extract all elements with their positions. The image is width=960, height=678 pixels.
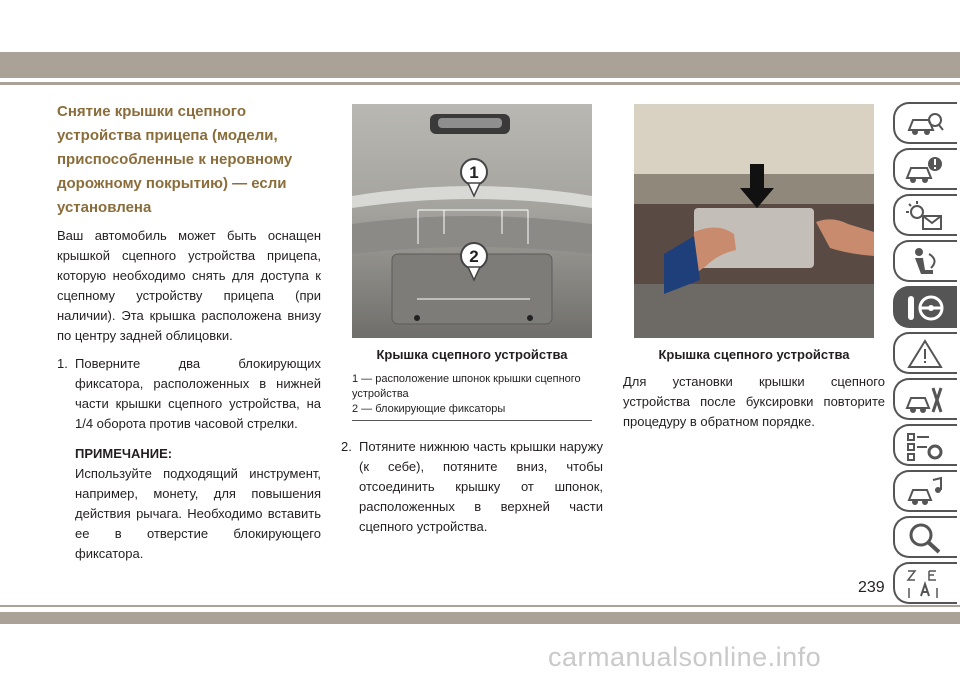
- tab-vehicle-search[interactable]: [893, 102, 957, 144]
- step-2: [341, 437, 603, 537]
- hitch-cover-photo-1: [352, 104, 592, 338]
- step-2-number: 2.: [341, 439, 352, 454]
- tab-servicing[interactable]: [893, 378, 957, 420]
- multimedia-icon: [905, 476, 945, 508]
- figure-1-legend: [352, 372, 592, 421]
- car-tools-icon: [905, 384, 945, 416]
- step-1-number: 1.: [57, 356, 68, 371]
- tab-multimedia[interactable]: [893, 470, 957, 512]
- figure-column-2: [623, 104, 885, 432]
- tab-emergency[interactable]: [893, 332, 957, 374]
- note-title: ПРИМЕЧАНИЕ:: [75, 446, 173, 461]
- tab-vehicle-info[interactable]: [893, 148, 957, 190]
- tab-index-search[interactable]: [893, 516, 957, 558]
- install-paragraph: Для установки крышки сцепного устройства после буксировки повторите процедуру в обратном порядке.: [623, 374, 885, 429]
- page-number: 239: [858, 579, 885, 596]
- airbag-seat-icon: [905, 246, 945, 278]
- bottom-band-line: [0, 605, 960, 607]
- step-2-text: Потяните нижнюю часть крышки наружу (к себе), потяните вниз, чтобы отсоединить крышку от шпонок, расположенных в верхней части сцепного устройства.: [359, 439, 603, 534]
- hands-removing-cover-illustration: [634, 104, 874, 338]
- rear-bumper-illustration: [352, 104, 592, 338]
- vehicle-info-icon: [905, 154, 945, 186]
- top-band: [0, 52, 960, 78]
- legend-item-1: 1 — расположение шпонок крышки сцепного устройства: [352, 373, 581, 400]
- alphabet-index-icon: [905, 568, 945, 600]
- chapter-tabs: [893, 102, 960, 608]
- figure-1-caption: Крышка сцепного устройства: [376, 347, 568, 362]
- emergency-triangle-icon: [905, 338, 945, 370]
- top-band-line: [0, 82, 960, 85]
- legend-item-2: 2 — блокирующие фиксаторы: [352, 403, 506, 415]
- figure-2-caption: Крышка сцепного устройства: [658, 347, 850, 362]
- note-text: Используйте подходящий инструмент, например, монету, для повышения действия рычага. Необходимо вставить ее в отверстие блокирующего фиксатора.: [75, 466, 321, 561]
- tab-starting-operating[interactable]: [893, 286, 957, 328]
- warning-lights-icon: [905, 200, 945, 232]
- callout-1-label: 1: [469, 163, 479, 182]
- bottom-band: [0, 612, 960, 624]
- intro-paragraph: Ваш автомобиль может быть оснащен крышкой сцепного устройства прицепа, которую необходимо снять для доступа к сцепному устройству прицепа (при наличии). Эта крышка расположена внизу по центру задней облицовки.: [57, 228, 321, 343]
- step-1-text: Поверните два блокирующих фиксатора, расположенных в нижней части крышки сцепного устройства, на 1/4 оборота против часовой стрелки.: [75, 356, 321, 431]
- step-1: [57, 354, 321, 434]
- tab-specifications[interactable]: [893, 424, 957, 466]
- watermark-text: carmanualsonline.info: [548, 642, 822, 672]
- tab-airbag-seat[interactable]: [893, 240, 957, 282]
- tab-alphabet-index[interactable]: [893, 562, 957, 604]
- vehicle-search-icon: [905, 108, 945, 140]
- key-steering-wheel-icon: [905, 292, 945, 324]
- hitch-cover-photo-2: [634, 104, 874, 338]
- text-column-1: [57, 100, 321, 564]
- callout-2-label: 2: [469, 247, 479, 266]
- magnifier-icon: [905, 522, 945, 554]
- note-block: [75, 444, 321, 564]
- section-heading: Снятие крышки сцепного устройства прицепа (модели, приспособленные к неровному дорожному покрытию) — если установлена: [57, 103, 293, 216]
- checklist-gear-icon: [905, 430, 945, 462]
- figure-column-1: [341, 104, 603, 537]
- tab-warning-lights[interactable]: [893, 194, 957, 236]
